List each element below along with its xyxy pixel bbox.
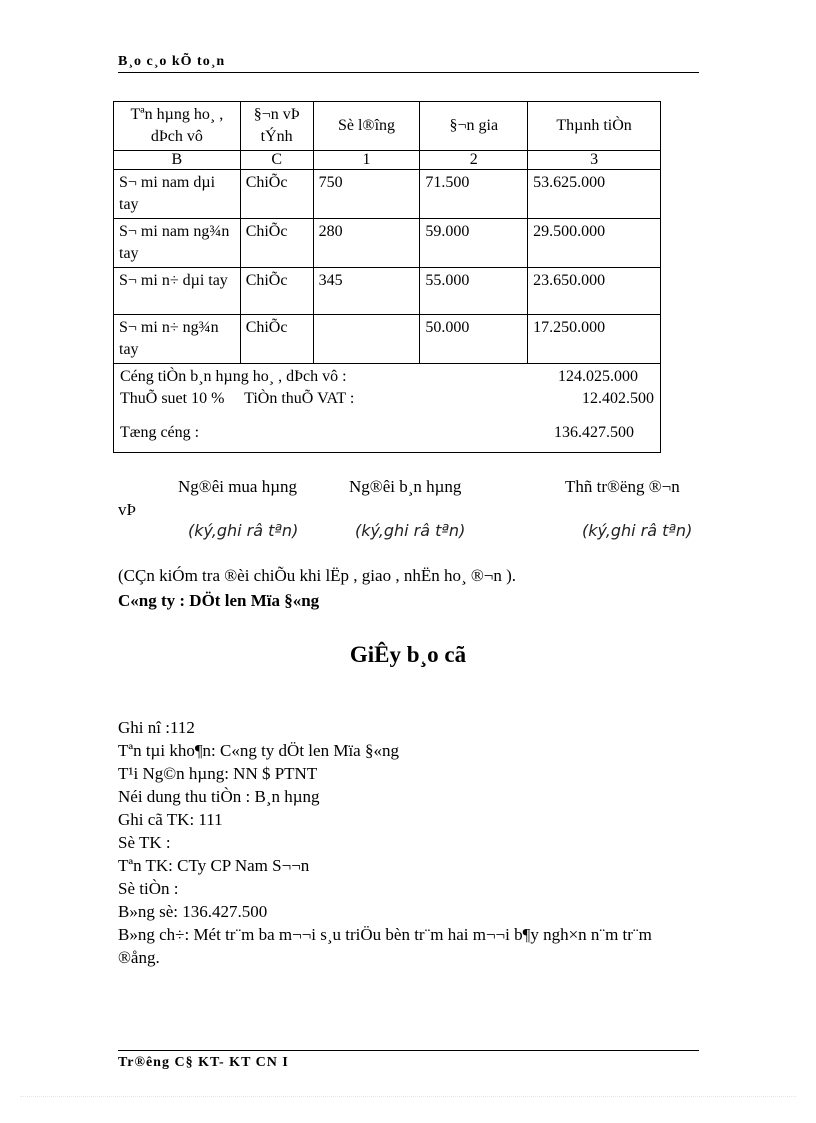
head-sign-note: (ký,ghi râ tªn) xyxy=(582,521,693,540)
buyer-label: Ng®êi mua hµng xyxy=(178,477,298,496)
footer-text: Tr®êng C§ KT- KT CN I xyxy=(118,1055,289,1070)
totals-row xyxy=(114,364,661,453)
grand-total-label: Tæng céng : xyxy=(120,424,200,441)
item-price: 59.000 xyxy=(420,219,528,268)
detail-line: Tªn tµi kho¶n: C«ng ty dÖt len Mïa §«ng xyxy=(118,741,399,760)
col-header-unit: §¬n vÞ tÝnh xyxy=(240,102,313,151)
table-row xyxy=(114,315,661,364)
item-price: 71.500 xyxy=(420,170,528,219)
col-header-amount: Thµnh tiÒn xyxy=(528,102,661,151)
seller-sign-note: (ký,ghi râ tªn) xyxy=(355,521,466,540)
detail-line: B»ng ch÷: Mét tr¨m ba m¬¬i s¸u triÖu bèn tr¨m hai m¬¬i b¶y ngh×n n¨m tr¨m ®ång. xyxy=(118,925,652,967)
subtotal-value: 124.025.000 xyxy=(558,368,638,385)
header-rule xyxy=(118,72,699,73)
footer-rule xyxy=(118,1050,699,1051)
grand-total-value: 136.427.500 xyxy=(554,424,634,441)
detail-line: B»ng sè: 136.427.500 xyxy=(118,902,268,921)
item-unit: ChiÕc xyxy=(240,219,313,268)
subtotal-line xyxy=(120,366,654,388)
vat-label: ThuÕ suet 10 % TiÒn thuÕ VAT : xyxy=(120,390,355,407)
item-qty xyxy=(313,315,420,364)
item-amount: 29.500.000 xyxy=(528,219,661,268)
index-cell: 3 xyxy=(528,151,661,170)
item-price: 55.000 xyxy=(420,268,528,315)
head-label-continued: vÞ xyxy=(118,500,136,519)
subtotal-label: Céng tiÒn b¸n hµng ho¸ , dÞch vô : xyxy=(120,368,347,385)
item-qty: 345 xyxy=(313,268,420,315)
detail-line: Néi dung thu tiÒn : B¸n hµng xyxy=(118,787,320,806)
details-block xyxy=(118,716,678,969)
detail-line: Tªn TK: CTy CP Nam S¬¬n xyxy=(118,856,310,875)
item-amount: 53.625.000 xyxy=(528,170,661,219)
invoice-table xyxy=(113,101,661,453)
totals-cell xyxy=(114,364,661,453)
item-amount: 17.250.000 xyxy=(528,315,661,364)
item-unit: ChiÕc xyxy=(240,170,313,219)
table-row xyxy=(114,219,661,268)
col-header-qty: Sè l®îng xyxy=(313,102,420,151)
item-name: S¬ mi n÷ dµi tay xyxy=(114,268,241,315)
item-name: S¬ mi n÷ ng¾n tay xyxy=(114,315,241,364)
vat-line xyxy=(120,388,654,410)
col-header-price: §¬n gia xyxy=(420,102,528,151)
index-cell: B xyxy=(114,151,241,170)
verification-note: (CÇn kiÓm tra ®èi chiÕu khi lËp , giao , nhËn ho¸ ®¬n ). xyxy=(118,566,517,585)
grand-total-line xyxy=(120,422,654,444)
detail-line: Sè TK : xyxy=(118,833,171,852)
document-title: GiÊy b¸o cã xyxy=(349,642,467,667)
item-name: S¬ mi nam dµi tay xyxy=(114,170,241,219)
item-amount: 23.650.000 xyxy=(528,268,661,315)
index-cell: 2 xyxy=(420,151,528,170)
detail-line: Ghi nî :112 xyxy=(118,718,195,737)
vat-value: 12.402.500 xyxy=(582,390,654,407)
seller-label: Ng®êi b¸n hµng xyxy=(349,477,462,496)
table-index-row xyxy=(114,151,661,170)
buyer-sign-note: (ký,ghi râ tªn) xyxy=(188,521,299,540)
head-label: Thñ tr®ëng ®¬n xyxy=(565,477,680,496)
table-header-row xyxy=(114,102,661,151)
table-row xyxy=(114,268,661,315)
item-unit: ChiÕc xyxy=(240,315,313,364)
item-unit: ChiÕc xyxy=(240,268,313,315)
index-cell: C xyxy=(240,151,313,170)
page-edge-divider xyxy=(20,1096,796,1097)
company-name: C«ng ty : DÖt len Mïa §«ng xyxy=(118,591,320,610)
detail-line: Sè tiÒn : xyxy=(118,879,179,898)
detail-line: Ghi cã TK: 111 xyxy=(118,810,223,829)
detail-line: T¹i Ng©n hµng: NN $ PTNT xyxy=(118,764,318,783)
index-cell: 1 xyxy=(313,151,420,170)
table-row xyxy=(114,170,661,219)
item-qty: 750 xyxy=(313,170,420,219)
item-qty: 280 xyxy=(313,219,420,268)
header-title: B¸o c¸o kÕ to¸n xyxy=(118,54,226,69)
col-header-item: Tªn hµng ho¸ , dÞch vô xyxy=(114,102,241,151)
item-name: S¬ mi nam ng¾n tay xyxy=(114,219,241,268)
item-price: 50.000 xyxy=(420,315,528,364)
